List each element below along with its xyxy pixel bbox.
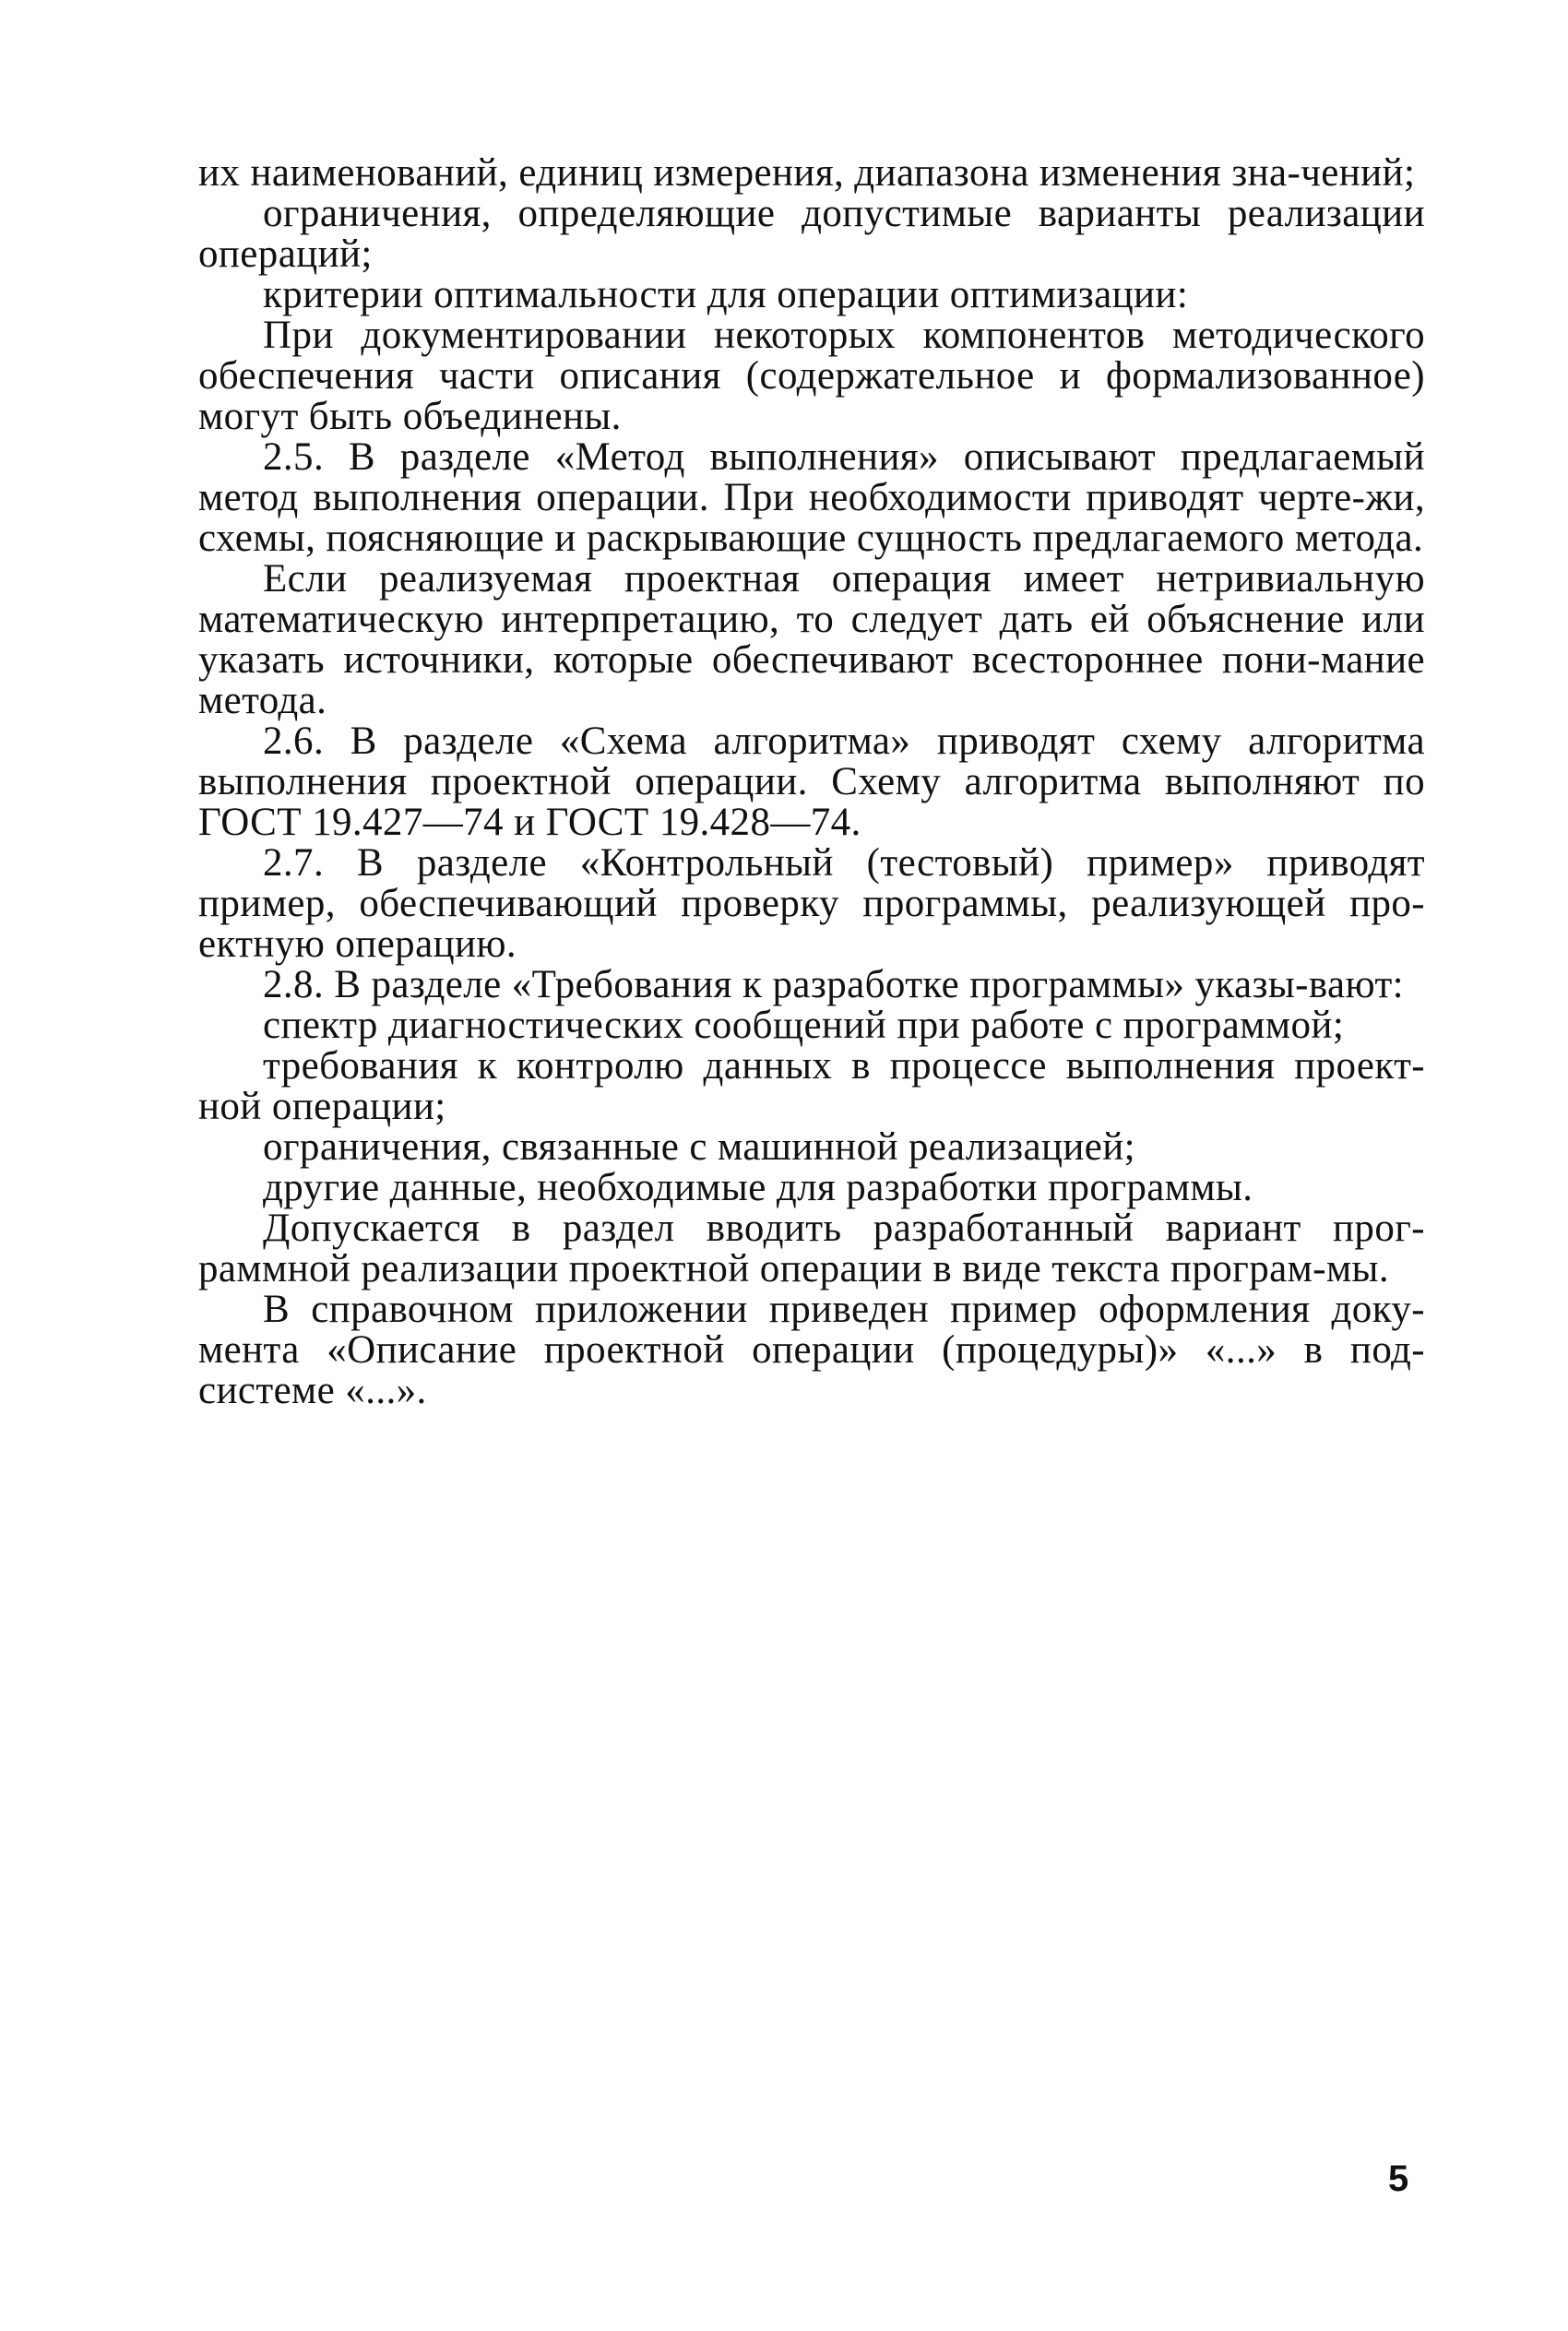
paragraph-4: При документировании некоторых компонентов методического обеспечения части описания (содержательное и формализованное) могут быть объединены.: [198, 314, 1425, 438]
body-text: [198, 153, 1425, 1411]
paragraph-7: 2.6. В разделе «Схема алгоритма» приводят схему алгоритма выполнения проектной операции. Схему алгоритма выполняют по ГОСТ 19.427—74 и ГОСТ 19.428—74.: [198, 720, 1425, 844]
paragraph-9: 2.8. В разделе «Требования к разработке программы» указы-вают:: [263, 963, 1404, 1006]
paragraph-13: другие данные, необходимые для разработки программы.: [263, 1166, 1253, 1209]
paragraph-5: 2.5. В разделе «Метод выполнения» описывают предлагаемый метод выполнения операции. При необходимости приводят черте-жи, схемы, поясняющие и раскрывающие сущность предлагаемого метода.: [198, 435, 1425, 560]
paragraph-14: Допускается в раздел вводить разработанный вариант прог-раммной реализации проектной операции в виде текста програм-мы.: [198, 1207, 1425, 1290]
paragraph-8: 2.7. В разделе «Контрольный (тестовый) пример» приводят пример, обеспечивающий проверку программы, реализующей про-ектную операцию.: [198, 841, 1425, 966]
paragraph-6: Если реализуемая проектная операция имеет нетривиальную математическую интерпретацию, то следует дать ей объяснение или указать источники, которые обеспечивают всестороннее пони-мание метода.: [198, 557, 1425, 722]
paragraph-12: ограничения, связанные с машинной реализацией;: [263, 1125, 1136, 1169]
paragraph-1: их наименований, единиц измерения, диапазона изменения зна-чений;: [198, 151, 1416, 195]
paragraph-3: критерии оптимальности для операции оптимизации:: [263, 273, 1189, 316]
paragraph-11: требования к контролю данных в процессе выполнения проект-ной операции;: [198, 1044, 1425, 1128]
paragraph-15: В справочном приложении приведен пример оформления доку-мента «Описание проектной операции (процедуры)» «...» в под-системе «...».: [198, 1288, 1425, 1412]
paragraph-10: спектр диагностических сообщений при работе с программой;: [263, 1004, 1345, 1047]
page-number: 5: [1388, 2159, 1409, 2199]
paragraph-2: ограничения, определяющие допустимые варианты реализации операций;: [198, 192, 1425, 276]
